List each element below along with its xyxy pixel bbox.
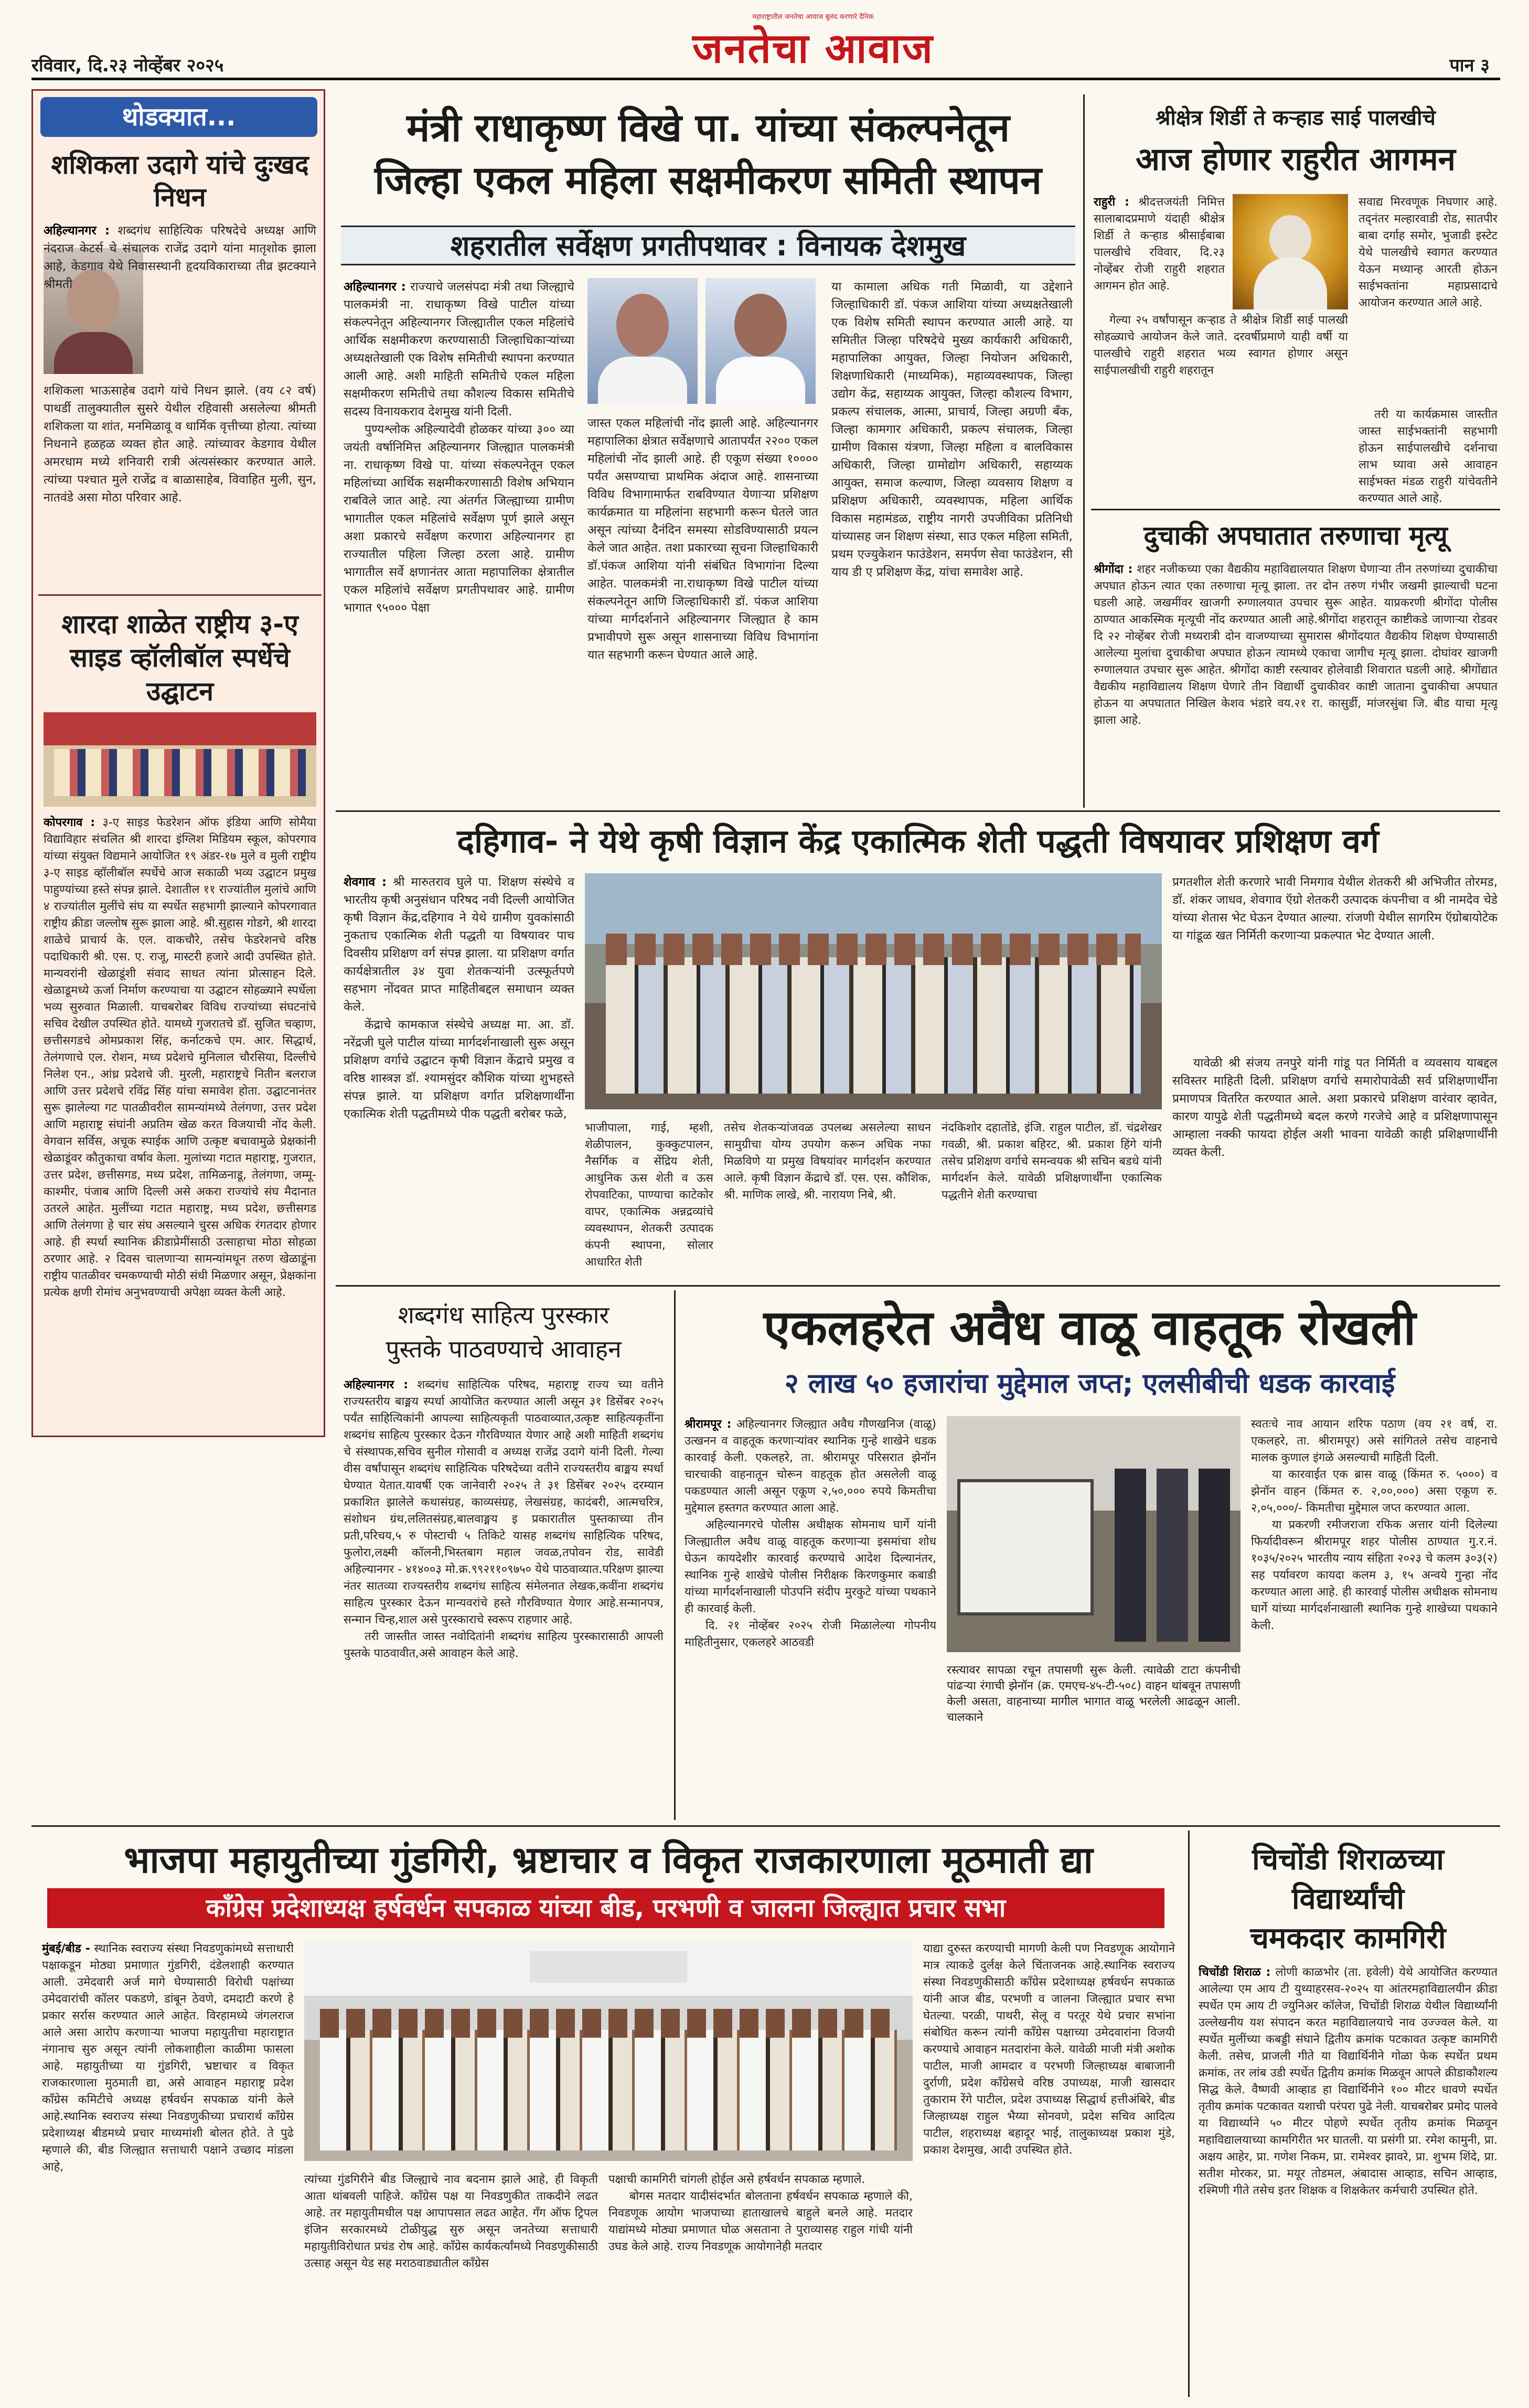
krishi-text-c: भाजीपाला, गाई, म्हशी, शेळीपालन, कुक्कुटपालन, नैसर्गिक व सेंद्रिय शेती, आधुनिक ऊस शेती व ऊस रोपवाटिका, पाण्याचा काटेकोर वापर, एकात्मिक अन्नद्रव्यांचे व्यवस्थापन, शेतकरी उत्पादक कंपनी स्थापना, सोलार आधारित शेती — [585, 1121, 713, 1269]
krishi-group-photo — [585, 873, 1162, 1109]
obituary-body-a: शब्दगंध साहित्यिक परिषदेचे अध्यक्ष आणि नंदराज केटर्स चे संचालक राजेंद्र उदागे यांना मातृशोक झाला आहे, केडगाव येथे निवासस्थानी हृदयविकाराच्या तीव्र झटक्याने श्रीमती — [44, 224, 316, 291]
valu-col1 — [685, 1416, 936, 1815]
palkhi-bottom-rule — [1091, 509, 1500, 510]
shiral-text — [1199, 1964, 1498, 2392]
shiral-left-rule — [1188, 1831, 1190, 2397]
shiral-dateline: चिचोंडी शिराळ : — [1199, 1966, 1271, 1979]
bjp-text-b: त्यांच्या गुंडगिरीने बीड जिल्ह्याचे नाव बदनाम झाले आहे, ही विकृती आता थांबवली पाहिजे. काँग्रेस पक्ष या निवडणुकीत ताकदीने लढत आहे. तर महायुतीमधील पक्ष आपापसात लढत आहेत. गँग ऑफ ट्रिपल इंजिन सरकारमध्ये टोळीयुद्ध सुरु असून जनतेच्या सत्ताधारी महायुतीविरोधात प्रचंड रोष आहे. काँग्रेस कार्यकर्त्यांमध्ये निवडणुकीसाठी उत्साह असून येड सह मराठवाड्यातील काँग्रेस — [304, 2173, 598, 2270]
row3-bottom-rule — [31, 1825, 1500, 1827]
photo-vinayak-deshmukh — [705, 278, 816, 404]
volleyball-body: ३-ए साइड फेडरेशन ऑफ इंडिया आणि सोमैया विद्याविहार संचलित श्री शारदा इंग्लिश मिडियम स्कूल, कोपरगाव यांच्या संयुक्त विद्यमाने आयोजित १९ अंडर-१७ मुले व मुली राष्ट्रीय ३-ए साइड व्हॉलीबॉल स्पर्धेचे आज सकाळी भव्य उद्घाटन प्रमुख पाहुण्यांच्या हस्ते संपन्न झाले. देशातील ११ राज्यांतील मुलांचे आणि ४ राज्यांतील मुलींचे संघ या स्पर्धेत सहभागी झाल्याने कोपरगावात राष्ट्रीय क्रीडा जल्लोष सुरू झाला आहे. श्री.सुहास गोडगे, श्री शारदा शाळेचे प्राचार्य के. एल. वाकचौरे, तसेच फेडरेशनचे वरिष्ठ पदाधिकारी श्री. एस. ए. राजू, मास्टरी हजारे आदी उपस्थित होते. मान्यवरांनी खेळाडूंशी संवाद साधत त्यांना प्रोत्साहन दिले. खेळाडूमध्ये ऊर्जा निर्माण करण्याचा या उद्घाटन सोहळ्याने स्पर्धेला भव्य सुरुवात मिळाली. याचबरोबर विविध राज्यांच्या संघटनांचे सचिव देखील उपस्थित होते. यामध्ये गुजरातचे डॉ. सुजित चव्हाण, छत्तीसगडचे ओमप्रकाश सिंह, कर्नाटकचे एम. आर. सिद्धार्थ, तेलंगणाचे एल. रोशन, मध्य प्रदेशचे मुनिलाल चौरसिया, दिल्लीचे निलेश एन., आंध्र प्रदेशचे जी. मुरली, महाराष्ट्रचे नितीन बलराज आणि उत्तर प्रदेशचे रविंद्र सिंह यांचा समावेश होता. उद्घाटनानंतर सुरू झालेल्या गट पातळीवरील सामन्यांमध्ये तेलंगणा, उत्तर प्रदेश आणि महाराष्ट्र संघांनी अप्रतिम खेळ करत विजयाची नोंद केली. वेगवान सर्विस, अचूक स्पाईक आणि उत्कृष्ट बचावामुळे प्रेक्षकांनी खेळाडूंवर कौतुकाचा वर्षाव केला. मुलांच्या गटात महाराष्ट्र, गुजरात, उत्तर प्रदेश, छत्तीसगड, मध्य प्रदेश, तामिळनाडू, तेलंगणा, जम्मू-काश्मीर, पंजाब आणि दिल्ली असे अकरा राज्यांचे संघ मैदानात उतरले आहेत. मुलींच्या गटात महाराष्ट्र, मध्य प्रदेश, छत्तीसगड आणि तेलंगणा हे चार संघ असल्याने चुरस अधिक रंगतदार होणार आहे. ही स्पर्धा स्थानिक क्रीडाप्रेमींसाठी उत्साहाचा मोठा सोहळा ठरणार आहे. २ दिवस चालणाऱ्या सामन्यांमधून तरुण खेळाडूंना राष्ट्रीय पातळीवर चमकण्याची मोठी संधी मिळणार असून, प्रेक्षकांना प्रत्येक क्षणी रोमांच अनुभवण्याची अपेक्षा व्यक्त केली आहे. — [44, 816, 316, 1299]
volleyball-text — [44, 815, 316, 1433]
bjp-text-a: स्थानिक स्वराज्य संस्था निवडणुकांमध्ये सत्ताधारी पक्षाकडून मोठ्या प्रमाणात गुंडगिरी, दंडेलशाही करण्यात आली. उमेदवारी अर्ज मागे घेण्यासाठी विरोधी पक्षांच्या उमेदवारांची कॉलर पकडणे, डांबून ठेवणे, दमदाटी करणे हे प्रकार सर्रास करण्यात आले आहेत. विरहामध्ये जंगलराज आले असा आरोप करणाऱ्या भाजपा महायुतीचा महाराष्ट्रात नंगानाच सुरु असून त्यांनी लोकशाहीला काळीमा फासला आहे. महायुतीच्या या गुंडगिरी, भ्रष्टाचार व विकृत राजकारणाला मुठमाती द्या, असे आवाहन महाराष्ट्र प्रदेश काँग्रेस कमिटीचे अध्यक्ष हर्षवर्धन सपकाळ यांनी केले आहे.स्थानिक स्वराज्य संस्था निवडणुकीच्या प्रचारार्थ काँग्रेस प्रदेशाध्यक्ष बीडमध्ये प्रचार माध्यमांशी बोलत होते. ते पुढे म्हणाले की, बीड जिल्ह्यात सत्ताधारी पक्षाने उच्छाद मांडला आहे, — [42, 1942, 294, 2174]
lead-col1 — [344, 278, 574, 802]
krishi-headline: दहिगाव- ने येथे कृषी विज्ञान केंद्र एकात्मिक शेती पद्धती विषयावर प्रशिक्षण वर्ग — [457, 822, 1379, 860]
lead-col1b-text: पुण्यश्लोक अहिल्यादेवी होळकर यांच्या ३०० व्या जयंती वर्षानिमित्त अहिल्यानगर जिल्ह्यात पालकमंत्री ना. राधाकृष्ण विखे पा. यांच्या संकल्पनेतून एकल महिलांच्या आर्थिक सक्षमीकरणासाठी विशेष अभियान राबविले जात आहे. त्या अंतर्गत जिल्ह्याच्या ग्रामीण भागातील एकल महिलांचे सर्वेक्षण पूर्ण झाले असून अशा प्रकारचे सर्वेक्षण करणारा अहिल्यानगर हा राज्यातील पहिला जिल्हा ठरला आहे. ग्रामीण भागातील सर्वे क्षणानंतर आता महापालिका क्षेत्रातील एकल महिलांचे सर्वेक्षण प्रगतीपथावर आहे. ग्रामीण भागात ९५००० पेक्षा — [344, 423, 574, 615]
bjp-col3 — [608, 2171, 913, 2392]
sidebar-divider — [38, 594, 322, 596]
masthead-logo: जनतेचा आवाज — [692, 25, 934, 72]
palkhi-dateline: राहुरी : — [1094, 196, 1129, 209]
accident-headline: दुचाकी अपघातात तरुणाचा मृत्यू — [1143, 520, 1448, 551]
lead-right-rule — [1083, 94, 1085, 808]
palkhi-kicker: श्रीक्षेत्र शिर्डी ते कऱ्हाड साई पालखीचे — [1156, 106, 1436, 130]
obituary-body-b: शशिकला भाऊसाहेब उदागे यांचे निधन झाले. (वय ८२ वर्ष) पाथर्डी तालुक्यातील सुसरे येथील रहिवासी असलेल्या श्रीमती शशिकला या शांत, मनमिळावू व धार्मिक वृत्तीच्या होत्या. त्यांच्या निधनाने हळहळ व्यक्त होत आहे. त्यांच्यावर केडगाव येथील अमरधाम मध्ये शनिवारी रात्री अंत्यसंस्कार करण्यात आले. त्यांच्या पश्चात मुले राजेंद्र व बाळासाहेब, विवाहित मुली, सुन, नातवंडे असा मोठा परिवार आहे. — [44, 384, 316, 505]
shabdagandh-dateline: अहिल्यानगर : — [344, 1378, 409, 1392]
accident-dateline: श्रीगोंदा : — [1094, 563, 1133, 576]
shabdagandh-text — [344, 1377, 664, 1823]
bjp-dateline: मुंबई/बीड - — [42, 1942, 90, 1955]
obituary-dateline: अहिल्यानगर : — [44, 224, 110, 238]
bjp-headline: भाजपा महायुतीच्या गुंडगिरी, भ्रष्टाचार व विकृत राजकारणाला मूठमाती द्या — [124, 1838, 1093, 1881]
valu-subhead: २ लाख ५० हजारांचा मुद्देमाल जप्त; एलसीबीची धडक कारवाई — [784, 1368, 1395, 1399]
shiral-headline-2: विद्यार्थ्यांची — [1291, 1882, 1405, 1916]
valu-text-e: या कारवाईत एक ब्रास वाळू (किंमत रु. ५०००) व झेनॉन वाहन (किंमत रु. २,००,०००) असा एकूण रु. २,०५,०००/- किमतीचा मुद्देमाल जप्त करण्यात आला. — [1251, 1468, 1498, 1515]
lead-dateline: अहिल्यानगर : — [344, 280, 406, 294]
krishi-text-a: श्री मारुतराव घुले पा. शिक्षण संस्थेचे व भारतीय कृषी अनुसंधान परिषद नवी दिल्ली आयोजित कृषी विज्ञान केंद्र,दहिगाव ने येथे ग्रामीण युवकांसाठी नुकताच एकात्मिक शेती पद्धती या विषयावर पाच दिवसीय प्रशिक्षण वर्ग संपन्न झाला. या प्रशिक्षण वर्गात कार्यक्षेत्रातील ३४ युवा शेतकऱ्यांनी उत्स्फूर्तपणे सहभाग नोंदवत प्राप्त माहितीबद्दल समाधान व्यक्त केले. — [344, 875, 574, 1014]
shabdagandh-body-b: तरी जास्तीत जास्त नवोदितांनी शब्दगंध साहित्य पुरस्कारासाठी आपली पुस्तके पाठवावीत,असे आवाहन केले आहे. — [344, 1630, 664, 1660]
obituary-text-a — [44, 222, 316, 379]
valu-seizure-photo — [947, 1416, 1241, 1652]
valu-col3 — [1251, 1416, 1498, 1815]
volleyball-photo — [44, 712, 316, 807]
palkhi-text-c: सवाद्य मिरवणूक निघणार आहे. तद्नंतर मल्हारवाडी रोड, सातपीर बाबा दर्गाह समोर, भुजाडी इस्टेट येथे पालखीचे स्वागत करण्यात येऊन मध्यान्ह आरती होऊन साईभक्तांना महाप्रसादाचे आयोजन करण्यात आले आहे. — [1359, 196, 1498, 309]
story-volleyball-title: शारदा शाळेत राष्ट्रीय ३-ए साइड व्हॉलीबॉल स्पर्धेचे उद्घाटन — [61, 609, 298, 707]
shabdagandh-body: शब्दगंध साहित्यिक परिषद, महाराष्ट्र राज्य च्या वतीने राज्यस्तरीय बाङ्मय स्पर्धा आयोजित करण्यात आली असून ३१ डिसेंबर २०२५ पर्यंत साहित्यिकांनी आपल्या साहित्यकृती पाठवाव्यात,उत्कृष्ट साहित्यकृतींना शब्दगंध साहित्य पुरस्कार देऊन गौरविण्यात येणार आहे अशी माहिती शब्दगंध चे संस्थापक,सचिव सुनील गोसावी व अध्यक्ष राजेंद्र उदागे यांनी दिली. गेल्या वीस वर्षांपासून शब्दगंध साहित्यिक परिषदेच्या वतीने राज्यस्तरीय बाङ्मय स्पर्धा घेण्यात येतात.यावर्षी एक जानेवारी २०२५ ते ३१ डिसेंबर २०२५ दरम्यान प्रकाशित झालेले कथासंग्रह, काव्यसंग्रह, लेखसंग्रह, कादंबरी, आत्मचरित्र, संशोधन ग्रंथ,ललितसंग्रह,बालवाङ्मय इ प्रकारातील पुस्तकाच्या तीन प्रती,परिचय,५ रु पोस्टाची ५ तिकिटे यासह शब्दगंध साहित्यिक परिषद, फुलोरा,लक्ष्मी कॉलनी,भिस्तबाग महाल जवळ,तपोवन रोड, सावेडी अहिल्यानगर - ४१४००३ मो.क्र.९९२११०९७५० येथे पाठवाव्यात.परिक्षण झाल्या नंतर सातव्या राज्यस्तरीय शब्दगंध साहित्य संमेलनात लेखक,कवींना शब्दगंध साहित्य पुरस्कार देऊन मान्यवरांचे हस्ते गौरविण्यात येणार आहे.सन्मानपत्र, सन्मान चिन्ह,शाल असे पुरस्काराचे स्वरूप राहणार आहे. — [344, 1378, 664, 1626]
page-number: पान ३ — [1449, 55, 1490, 76]
valu-headline: एकलहरेत अवैध वाळू वाहतूक रोखली — [763, 1300, 1416, 1356]
shabdagandh-headline-2: पुस्तके पाठवण्याचे आवाहन — [386, 1335, 622, 1363]
shabdagandh-headline-1: शब्दगंध साहित्य पुरस्कार — [398, 1301, 610, 1329]
bjp-text-d: बोगस मतदार यादीसंदर्भात बोलताना हर्षवर्धन सपकाळ म्हणाले की, निवडणूक आयोग भाजपाच्या हाताखालचे बाहुले बनले आहे. मतदार याद्यांमध्ये मोठ्या प्रमाणात घोळ असताना ते पुराव्यासह राहुल गांधी यांनी उघड केले आहे. राज्य निवडणूक आयोगानेही मतदार — [608, 2190, 913, 2253]
valu-photo-caption: रस्त्यावर सापळा रचून तपासणी सुरू केली. त्यावेळी टाटा कंपनीची पांढऱ्या रंगाची झेनॉन (क्र. एमएच-४५-टी-५०८) वाहन थांबवून तपासणी केली असता, वाहनाच्या मागील भागात वाळू भरलेली आढळून आली. चालकाने — [947, 1664, 1241, 1724]
row1-bottom-rule — [336, 810, 1500, 812]
masthead-tagline: महाराष्ट्रातील जनतेचा आवाज बुलंद करणारे दैनिक — [752, 13, 874, 21]
palkhi-col1 — [1094, 194, 1225, 309]
valu-text-c: दि. २१ नोव्हेंबर २०२५ रोजी मिळालेल्या गोपनीय माहितीनुसार, एकलहरे आठवडी — [685, 1619, 936, 1649]
valu-text-d: स्वतःचे नाव आयान शरिफ पठाण (वय २१ वर्ष, रा. एकलहरे, ता. श्रीरामपूर) असे सांगितले तसेच वाहनाचे मालक कुणाल इंगळे असल्याची माहिती दिली. — [1251, 1418, 1498, 1464]
masthead-rule — [31, 78, 1500, 80]
sidebar — [31, 89, 325, 1437]
story-obituary-title: शशिकला उदागे यांचे दुःखद निधन — [51, 149, 309, 212]
krishi-dateline: शेवगाव : — [344, 875, 387, 889]
masthead-date: रविवार, दि.२३ नोव्हेंबर २०२५ — [31, 55, 224, 76]
sai-baba-photo — [1233, 194, 1348, 309]
shiral-headline-1: चिचोंडी शिराळच्या — [1252, 1843, 1444, 1877]
krishi-text-b: केंद्राचे कामकाज संस्थेचे अध्यक्ष मा. आ. डॉ. नरेंद्रजी घुले पाटील यांच्या मार्गदर्शनाखाली सुरू असून प्रशिक्षण वर्गाचे उद्घाटन कृषी विज्ञान केंद्राचे प्रमुख व वरिष्ठ शास्त्रज्ञ डॉ. श्यामसुंदर कौशिक यांच्या शुभहस्ते संपन्न झाले. या प्रशिक्षण वर्गात प्रशिक्षणार्थींना एकात्मिक शेती पद्धतीमध्ये पीक पद्धती बरोबर फळे, — [344, 1018, 574, 1121]
lead-headline-2: जिल्हा एकल महिला सक्षमीकरण समिती स्थापन — [375, 158, 1042, 203]
palkhi-text-b: गेल्या २५ वर्षांपासून कऱ्हाड ते श्रीक्षेत्र शिर्डी साई पालखी सोहळ्याचे आयोजन केले जाते. दरवर्षीप्रमाणे याही वर्षी या पालखीचे राहुरी शहरात भव्य स्वागत होणार असून साईपालखीची राहुरी शहरातून — [1094, 314, 1348, 377]
palkhi-headline: आज होणार राहुरीत आगमन — [1136, 141, 1456, 178]
sidebar-tag: थोडक्यात... — [40, 97, 317, 137]
lead-col1-text: राज्याचे जलसंपदा मंत्री तथा जिल्ह्याचे पालकमंत्री ना. राधाकृष्ण विखे पाटील यांच्या संकल्पनेतून अहिल्यानगर जिल्ह्यातील एकल महिलांचे आर्थिक सक्षमीकरण करण्यासाठी जिल्हाधिकाऱ्यांच्या अध्यक्षतेखाली एक विशेष समितीची स्थापना करण्यात आली आहे. अशी माहिती समितीचे एकल महिला सक्षमीकरण समितीचे तथा कौशल्य विकास समितीचे सदस्य विनायकराव देशमुख यांनी दिली. — [344, 280, 574, 419]
photo-vikhe-patil — [587, 278, 698, 404]
valu-text-f: या प्रकरणी रमीजराजा रफिक अत्तार यांनी दिलेल्या फिर्यादीवरून श्रीरामपूर शहर पोलीस ठाण्यात गु.र.नं. १०३५/२०२५ भारतीय न्याय संहिता २०२३ चे कलम ३०३(२) सह पर्यावरण कायदा कलम ३, १५ अन्वये गुन्हा नोंद करण्यात आला आहे. ही कारवाई पोलीस अधीक्षक सोमनाथ घार्गे यांच्या मार्गदर्शनाखाली स्थानिक गुन्हे शाखेच्या पथकाने केली. — [1251, 1518, 1498, 1632]
palkhi-text-d: तरी या कार्यक्रमास जास्तीत जास्त साईभक्तांनी सहभागी होऊन साईपालखीचे दर्शनाचा लाभ घ्यावा असे आवाहन साईभक्त मंडळ राहुरी यांचेवतीने करण्यात आले आहे. — [1359, 408, 1498, 505]
lead-col2: जास्त एकल महिलांची नोंद झाली आहे. अहिल्यानगर महापालिका क्षेत्रात सर्वेक्षणाचे आतापर्यंत २२०० एकल महिलांची नोंद झाली आहे. ही एकूण संख्या १०००० पर्यंत असण्याचा प्राथमिक अंदाज आहे. शासनाच्या विविध विभागामार्फत राबविण्यात येणाऱ्या प्रशिक्षण कार्यक्रमात या महिलांना सहभागी करून घेतले जात असून त्यांच्या दैनंदिन समस्या सोडविण्यासाठी प्रयत्न केले जात आहेत. तशा प्रकारच्या सूचना जिल्हाधिकारी डॉ.पंकज आशिया यांनी संबंधित विभागांना दिल्या आहेत. पालकमंत्री ना.राधाकृष्ण विखे पाटील यांच्या संकल्पनेतून आणि जिल्हाधिकारी डॉ. पंकज आशिया यांच्या मार्गदर्शनाने अहिल्यानगर जिल्ह्यात हे काम प्रभावीपणे सुरू असून शासनाच्या विविध विभागांना यात सहभागी करून घेण्यात आले आहे. — [587, 416, 818, 662]
lead-headline-1: मंत्री राधाकृष्ण विखे पा. यांच्या संकल्पनेतून — [407, 105, 1010, 151]
krishi-text-g: यावेळी श्री संजय तनपुरे यांनी गांडू पत निर्मिती व व्यवसाय याबद्दल सविस्तर माहिती दिली. प्रशिक्षण वर्गाचे समारोपावेळी सर्व प्रशिक्षणार्थींना प्रमाणपत्र वितरित करण्यात आले. अशा प्रकारचे प्रशिक्षण वारंवार व्हावेत, कारण यापुढे शेती पद्धतीमध्ये बदल करणे गरजेचे आहे व प्रशिक्षणापासून आम्हाला नक्की फायदा होईल अशी भावना यावेळी काही प्रशिक्षणार्थींनी व्यक्त केली. — [1172, 1056, 1498, 1159]
bjp-col1 — [42, 1941, 294, 2392]
masthead — [31, 9, 1500, 83]
krishi-col1 — [344, 873, 574, 1277]
lead-subhead: शहरातील सर्वेक्षण प्रगतीपथावर : विनायक देशमुख — [341, 226, 1075, 265]
valu-text-a: अहिल्यानगर जिल्ह्यात अवैध गौणखनिज (वाळू) उत्खनन व वाहतूक करणाऱ्यांवर स्थानिक गुन्हे शाखेने धडक कारवाई केली. एकलहरे, ता. श्रीरामपूर परिसरात झेनॉन चारचाकी वाहनातून चोरून वाहतूक होत असलेली वाळू पकडण्यात आली असून एकूण २,५०,००० रुपये किमतीचा मुद्देमाल हस्तगत करण्यात आला आहे. — [685, 1418, 936, 1515]
shiral-headline-3: चमकदार कामगिरी — [1250, 1921, 1446, 1955]
volleyball-dateline: कोपरगाव : — [44, 816, 95, 829]
bjp-text-e: याद्या दुरुस्त करण्याची मागणी केली पण निवडणूक आयोगाने मात्र त्याकडे दुर्लक्ष केले चिंताजनक आहे.स्थानिक स्वराज्य संस्था निवडणुकीसाठी काँग्रेस प्रदेशाध्यक्ष हर्षवर्धन सपकाळ यांनी आज बीड, परभणी व जालना जिल्ह्यात प्रचार सभा घेतल्या. परळी, पाथरी, सेलू व परतूर येथे प्रचार सभांना संबोधित करून त्यांनी काँग्रेस पक्षाच्या उमेदवारांना विजयी करण्याचे आवाहन मतदारांना केले. यावेळी माजी मंत्री अशोक पाटील, माजी आमदार व परभणी जिल्हाध्यक्ष बाबाजानी दुर्राणी, प्रदेश काँग्रेसचे वरिष्ठ उपाध्यक्ष, माजी खासदार तुकाराम रेंगे पाटील, प्रदेश उपाध्यक्ष सिद्धार्थ हत्तीअंबिरे, बीड जिल्हाध्यक्ष राहुल भैय्या सोनवणे, प्रदेश सचिव आदित्य पाटील, शहराध्यक्ष बहादूर भाई, तालुकाध्यक्ष प्रकाश मुंडे, प्रकाश देशमुख, आदी उपस्थित होते. — [923, 1942, 1175, 2157]
lead-col3: या कामाला अधिक गती मिळावी, या उद्देशाने जिल्हाधिकारी डॉ. पंकज आशिया यांच्या अध्यक्षतेखाली एक विशेष समिती स्थापन करण्यात आली आहे. या समितीत जिल्हा परिषदेचे मुख्य कार्यकारी अधिकारी, महापालिका आयुक्त, जिल्हा नियोजन अधिकारी, शिक्षणाधिकारी (माध्यमिक), महाव्यवस्थापक, जिल्हा उद्योग केंद्र, सहाय्यक आयुक्त, जिल्हा कौशल्य विभाग, प्रकल्प संचालक, आत्मा, प्राचार्य, जिल्हा अग्रणी बँक, जिल्हा कामगार अधिकारी, प्रकल्प संचालक, जिल्हा ग्रामीण विकास यंत्रणा, जिल्हा महिला व बालविकास अधिकारी, जिल्हा ग्रामोद्योग अधिकारी, सहाय्यक आयुक्त, समाज कल्याण, जिल्हा व्यवसाय शिक्षण व प्रशिक्षण अधिकारी, व्यवस्थापक, महिला आर्थिक विकास महामंडळ, राष्ट्रीय नागरी उपजीविका प्रतिनिधी यांच्यासह जन शिक्षण संस्था, साउ एकल महिला समिती, प्रथम एज्युकेशन फाउंडेशन, समर्पण सेवा फाउंडेशन, सी याय डी ए प्रशिक्षण केंद्र, यांचा समावेश आहे. — [831, 280, 1073, 579]
accident-body: शहर नजीकच्या एका वैद्यकीय महाविद्यालयात शिक्षण घेणाऱ्या तीन तरुणांच्या दुचाकीचा अपघात होऊन त्यात एका तरुणाचा मृत्यू झाला. तर दोन तरुण गंभीर जखमी झाल्याची घटना घडली आहे. जखमींवर खाजगी रुग्णालयात उपचार सुरू आहेत. याप्रकरणी श्रीगोंदा पोलीस ठाण्यात आकस्मिक मृत्यूची नोंद करण्यात आली आहे.श्रीगोंदा शहरातून काष्टीकडे जाणाऱ्या रोडवर दि २२ नोव्हेंबर रोजी मध्यरात्री दोन वाजण्याच्या सुमारास श्रीगोंदयात वैद्यकीय शिक्षण घेण्यासाठी आलेल्या मुलांचा दुचाकीचा अपघात होऊन त्यामध्ये एकाचा जागीच मृत्यू झाला. दोघांवर खाजगी रुग्णालयात उपचार सुरू आहेत. श्रीगोंदा काष्टी रस्त्यावर होलेवाडी शिवारात घडली आहे. श्रीगोंद्यात वैद्यकीय महाविद्यालय शिक्षण घेणारे तीन विद्यार्थी दुचाकीवर काष्टी जाताना दुचाकीचा अपघात होऊन या अपघातात निखिल केशव भंडारे वय.२१ रा. कासुर्डी, मांजरसुंबा जि. बीड याचा मृत्यू झाला आहे. — [1094, 563, 1498, 727]
valu-text-b: अहिल्यानगरचे पोलीस अधीक्षक सोमनाथ घार्गे यांनी जिल्ह्यातील अवैध वाळू वाहतूक करणाऱ्या इसमांचा शोध घेऊन कायदेशीर कारवाई करण्याचे आदेश दिल्यानंतर, स्थानिक गुन्हे शाखेचे पोलीस निरीक्षक किरणकुमार कबाडी यांच्या मार्गदर्शनाखाली पोउपनि संदीप मुरकुटे यांच्या पथकाने ही कारवाई केली. — [685, 1518, 936, 1615]
shiral-body: लोणी काळभोर (ता. हवेली) येथे आयोजित करण्यात आलेल्या एम आय टी युथ्याहरसव-२०२५ या आंतरमहाविद्यालयीन क्रीडा स्पर्धेत एम आय टी ज्युनिअर कॉलेज, चिचोंडी शिराळ येथील विद्यार्थ्यांनी उल्लेखनीय यश संपादन करत महाविद्यालयाचे नाव उज्ज्वल केले. या स्पर्धेत मुलींच्या कबड्डी संघाने द्वितीय क्रमांक पटकावत उत्कृष्ट कामगिरी केली. तसेच, प्राजली गीते या विद्यार्थिनीने गोळा फेक स्पर्धेत प्रथम क्रमांक, तर लांब उडी स्पर्धेत द्वितीय क्रमांक मिळवून आपले क्रीडाकौशल्य सिद्ध केले. वैष्णवी आव्हाड हा विद्यार्थिनीने १०० मीटर धावणे स्पर्धेत तृतीय क्रमांक पटकावत यशाची परंपरा पुढे नेली. याचबरोबर प्रमोद पालवे या विद्यार्थ्याने ५० मीटर पोहणे स्पर्धेत तृतीय क्रमांक मिळवून महाविद्यालयाच्या कामगिरीत भर घातली. या प्रसंगी प्रा. रमेश कामुनी, प्रा. अक्षय आहेर, प्रा. गणेश निकम, प्रा. रामेश्वर झावरे, प्रा. शुभम शिंदे, प्रा. सतीश मोरकर, प्रा. मयूर तोडमल, अंबादास आव्हाड, सचिन आव्हाड, रश्मिणी गीते तसेच इतर शिक्षक व शिक्षकेतर कर्मचारी उपस्थित होते. — [1199, 1966, 1498, 2197]
palkhi-text-a: श्रीदत्तजयंती निमित्त सालाबादप्रमाणे यंदाही श्रीक्षेत्र शिर्डी ते कऱ्हाड श्रीसाईबाबा पालखीचे रविवार, दि.२३ नोव्हेंबर रोजी राहुरी शहरात आगमन होत आहे. — [1094, 196, 1225, 293]
krishi-text-f: प्रगतशील शेती करणारे भावी निमगाव येथील शेतकरी श्री अभिजीत तोरमड, डॉ. शंकर जाधव, शेवगाव ऍग्रो शेतकरी उत्पादक कंपनीचा व श्री नामदेव चेडे यांच्या शेतास भेट घेऊन देण्यात आल्या. रांजणी येथील सागरिम ऍग्रोबायोटेक या गांडूळ खत निर्मिती करणाऱ्या प्रकल्पात भेट देण्यात आली. — [1172, 875, 1498, 943]
bjp-rally-photo — [304, 1941, 913, 2161]
bjp-subhead: काँग्रेस प्रदेशाध्यक्ष हर्षवर्धन सपकाळ यांच्या बीड, परभणी व जालना जिल्ह्यात प्रचार सभा — [47, 1888, 1164, 1928]
valu-dateline: श्रीरामपूर : — [685, 1418, 732, 1431]
krishi-text-e: नंदकिशोर दहातोंडे, इंजि. राहुल पाटील, डॉ. चंद्रशेखर गवळी, श्री. प्रकाश बहिरट, श्री. प्रकाश हिंगे यांनी तसेच प्रशिक्षण वर्गाचे समन्वयक श्री सचिन बडधे यांनी मार्गदर्शन केले. यावेळी प्रशिक्षणार्थींना एकात्मिक पद्धतीने शेती करण्याचा — [942, 1121, 1162, 1202]
accident-text — [1094, 561, 1498, 802]
valu-left-rule — [674, 1290, 676, 1820]
krishi-text-d: तसेच शेतकऱ्यांजवळ उपलब्ध असलेल्या साधन सामुग्रीचा योग्य उपयोग करून अधिक नफा मिळविणे या प्रमुख विषयांवर मार्गदर्शन करण्यात आले. कृषी विज्ञान केंद्राचे डॉ. एस. एस. कौशिक, श्री. माणिक लाखे, श्री. नारायण निबे, श्री. — [724, 1121, 931, 1202]
bjp-text-c: पक्षाची कामगिरी चांगली होईल असे हर्षवर्धन सपकाळ म्हणाले. — [608, 2173, 865, 2186]
row2-bottom-rule — [336, 1285, 1500, 1287]
